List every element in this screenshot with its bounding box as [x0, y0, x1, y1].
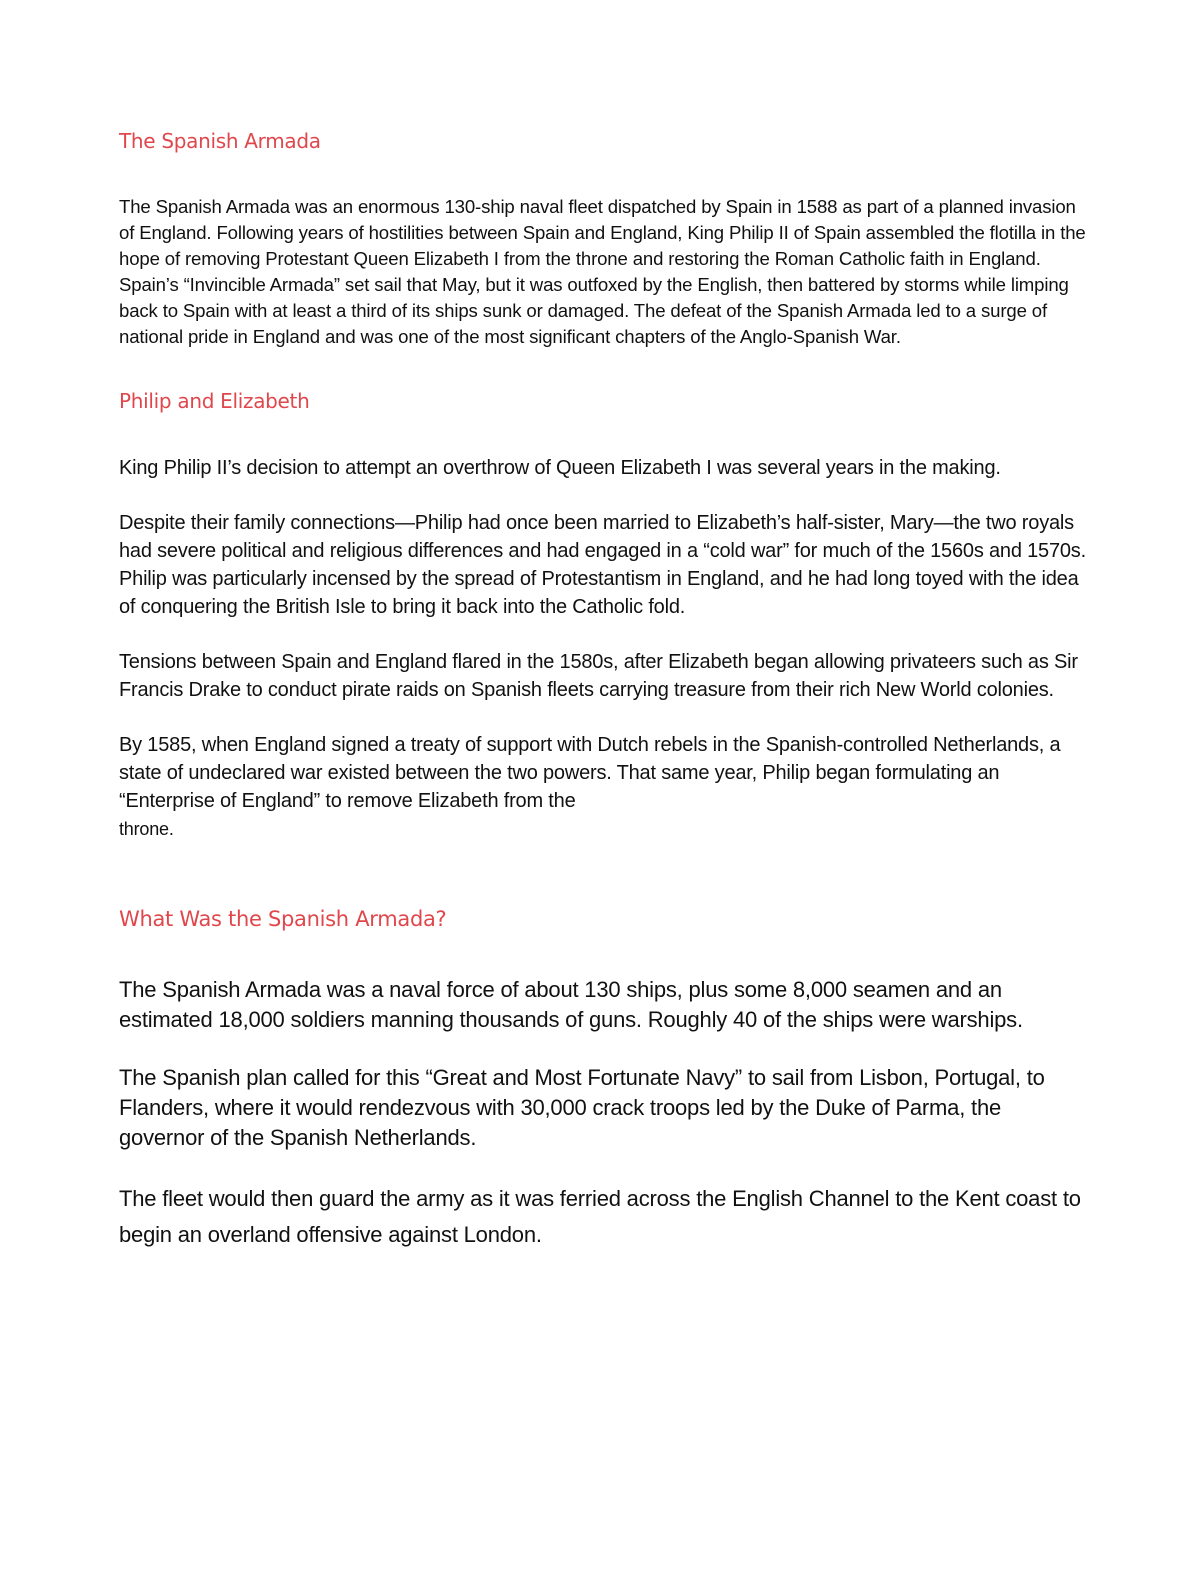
- paragraph: The Spanish plan called for this “Great and Most Fortunate Navy” to sail from Lisbon, Portugal, to Flanders, where it would rendezvous with 30,000 crack troops led by the Duke of Parma, the governor of the Spanish Netherlands.: [119, 1065, 1045, 1150]
- section-body-what-was-the-spanish-armada: [119, 975, 1089, 1253]
- paragraph: Despite their family connections—Philip had once been married to Elizabeth’s half-sister, Mary—the two royals had severe political and religious differences and had engaged in a “cold war” for much of the 1560s and 1570s. Philip was particularly incensed by the spread of Protestantism in England, and he had long toyed with the idea of conquering the British Isle to bring it back into the Catholic fold.: [119, 512, 1086, 618]
- section-body-spanish-armada: [119, 194, 1089, 350]
- paragraph-trailing-word: throne.: [119, 819, 174, 839]
- document-page: [119, 126, 1089, 1253]
- paragraph-text: By 1585, when England signed a treaty of support with Dutch rebels in the Spanish-controlled Netherlands, a state of undeclared war existed between the two powers. That same year, Philip began formulating an “Enterprise of England” to remove Elizabeth from the: [119, 734, 1061, 812]
- section-heading-philip-and-elizabeth: Philip and Elizabeth: [119, 389, 310, 413]
- section-heading-spanish-armada: The Spanish Armada: [119, 129, 321, 153]
- paragraph: The Spanish Armada was an enormous 130-ship naval fleet dispatched by Spain in 1588 as part of a planned invasion of England. Following years of hostilities between Spain and England, King Philip II of Spain assembled the flotilla in the hope of removing Protestant Queen Elizabeth I from the throne and restoring the Roman Catholic faith in England. Spain’s “Invincible Armada” set sail that May, but it was outfoxed by the English, then battered by storms while limping back to Spain with at least a third of its ships sunk or damaged. The defeat of the Spanish Armada led to a surge of national pride in England and was one of the most significant chapters of the Anglo-Spanish War.: [119, 196, 1086, 347]
- section-body-philip-and-elizabeth: [119, 454, 1089, 843]
- paragraph: King Philip II’s decision to attempt an overthrow of Queen Elizabeth I was several years in the making.: [119, 457, 1001, 479]
- paragraph: The Spanish Armada was a naval force of about 130 ships, plus some 8,000 seamen and an estimated 18,000 soldiers manning thousands of guns. Roughly 40 of the ships were warships.: [119, 977, 1023, 1032]
- paragraph: Tensions between Spain and England flared in the 1580s, after Elizabeth began allowing privateers such as Sir Francis Drake to conduct pirate raids on Spanish fleets carrying treasure from their rich New World colonies.: [119, 651, 1078, 701]
- section-heading-what-was-the-spanish-armada: What Was the Spanish Armada?: [119, 907, 447, 931]
- paragraph: [119, 731, 1089, 843]
- paragraph: The fleet would then guard the army as it was ferried across the English Channel to the Kent coast to begin an overland offensive against London.: [119, 1186, 1081, 1247]
